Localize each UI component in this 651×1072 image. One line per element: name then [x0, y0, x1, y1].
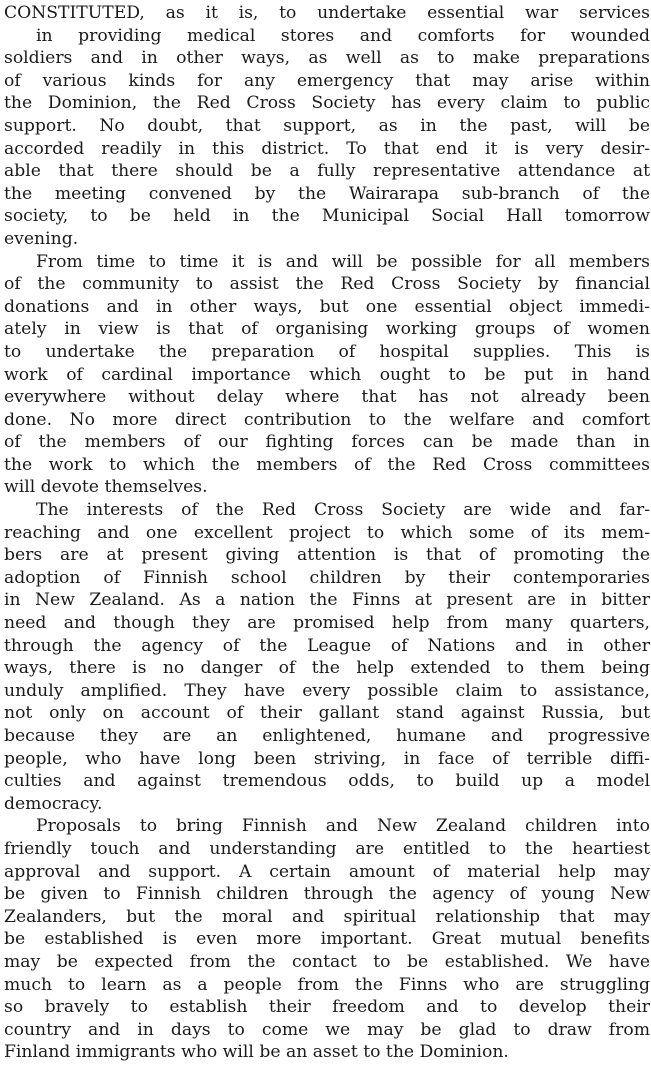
text-line: because they are an enlightened, humane and progressive: [4, 726, 650, 746]
text-line: support. No doubt, that support, as in the past, will be: [4, 115, 650, 136]
text-line: need and though they are promised help from many quarters,: [4, 613, 650, 634]
text-line: able that there should be a fully representative attendance at: [4, 161, 650, 182]
text-line: CONSTITUTED, as it is, to undertake essential war services: [4, 3, 650, 23]
text-line: soldiers and in other ways, as well as to make preparations: [4, 48, 650, 69]
text-line: ways, there is no danger of the help extended to them being: [4, 658, 650, 679]
text-line: of various kinds for any emergency that may arise within: [4, 70, 650, 91]
text-line: done. No more direct contribution to the welfare and comfort: [4, 409, 650, 430]
text-line: may be expected from the contact to be established. We have: [4, 951, 650, 972]
text-line: Finland immigrants who will be an asset to the Dominion.: [4, 1042, 509, 1063]
text-line: Zealanders, but the moral and spiritual relationship that may: [4, 906, 650, 927]
text-line: the work to which the members of the Red Cross committees: [4, 454, 650, 475]
text-line: friendly touch and understanding are entitled to the heartiest: [4, 838, 650, 859]
paragraph-2: [4, 251, 650, 500]
text-line: accorded readily in this district. To that end it is very desir-: [4, 138, 650, 159]
text-line: will devote themselves.: [4, 477, 208, 498]
text-line: From time to time it is and will be possible for all members: [36, 251, 650, 272]
text-line: unduly amplified. They have every possible claim to assistance,: [4, 680, 650, 701]
text-line: bers are at present giving attention is that of promoting the: [4, 545, 650, 566]
text-line: democracy.: [4, 793, 103, 814]
text-line: through the agency of the League of Nations and in other: [4, 635, 650, 656]
text-line: be given to Finnish children through the agency of young New: [4, 884, 650, 905]
text-line: people, who have long been striving, in face of terrible diffi-: [4, 748, 650, 769]
text-line: so bravely to establish their freedom and to develop their: [4, 997, 650, 1018]
text-line: to undertake the preparation of hospital supplies. This is: [4, 341, 650, 362]
text-line: the Dominion, the Red Cross Society has every claim to public: [4, 93, 650, 114]
text-line: in New Zealand. As a nation the Finns at present are in bitter: [4, 590, 650, 611]
text-line: not only on account of their gallant stand against Russia, but: [4, 703, 650, 724]
text-line: approval and support. A certain amount of material help may: [4, 861, 650, 882]
text-line: adoption of Finnish school children by their contemporaries: [4, 567, 650, 588]
text-line: work of cardinal importance which ought to be put in hand: [4, 364, 650, 385]
text-line: of the community to assist the Red Cross Society by financial: [4, 274, 650, 295]
paragraph-1: [4, 2, 650, 251]
text-line: society, to be held in the Municipal Social Hall tomorrow: [4, 206, 650, 227]
text-line: everywhere without delay where that has not already been: [4, 387, 650, 408]
text-line: ately in view is that of organising working groups of women: [4, 319, 650, 340]
text-line: The interests of the Red Cross Society are wide and far-: [36, 500, 650, 521]
text-line: in providing medical stores and comforts for wounded: [36, 25, 650, 46]
text-line: much to learn as a people from the Finns who are struggling: [4, 974, 650, 995]
text-line: be established is even more important. Great mutual benefits: [4, 929, 650, 950]
text-line: Proposals to bring Finnish and New Zealand children into: [36, 816, 650, 837]
paragraph-4: [4, 815, 650, 1064]
text-line: reaching and one excellent project to which some of its mem-: [4, 522, 650, 543]
paragraph-3: [4, 499, 650, 815]
text-line: the meeting convened by the Wairarapa sub-branch of the: [4, 183, 650, 204]
text-line: of the members of our fighting forces can be made than in: [4, 432, 650, 453]
text-line: country and in days to come we may be glad to draw from: [4, 1019, 650, 1040]
text-line: culties and against tremendous odds, to build up a model: [4, 771, 650, 792]
text-line: donations and in other ways, but one essential object immedi-: [4, 296, 650, 317]
text-line: evening.: [4, 228, 79, 249]
